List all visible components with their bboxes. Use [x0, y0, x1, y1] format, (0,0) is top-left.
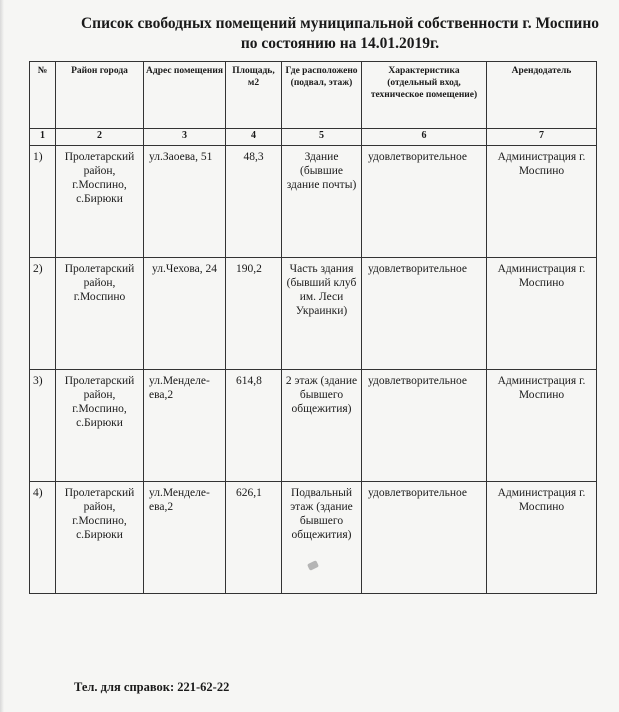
row-address: ул.Менделе-ева,2 — [144, 482, 226, 594]
row-condition: удовлетворительное — [362, 370, 487, 482]
row-condition: удовлетворительное — [362, 482, 487, 594]
row-condition: удовлетворительное — [362, 258, 487, 370]
table-row — [30, 370, 597, 482]
contact-phone: Тел. для справок: 221-62-22 — [74, 680, 230, 694]
row-number: 2) — [30, 258, 56, 370]
column-number-row — [30, 129, 597, 146]
row-district: Пролетарский район, г.Моспино, с.Бирюки — [56, 370, 144, 482]
header-characteristics: Характеристика (отдельный вход, техническое помещение) — [362, 62, 487, 129]
row-area: 614,8 — [226, 370, 282, 482]
row-address: ул.Заоева, 51 — [144, 146, 226, 258]
column-number: 4 — [226, 129, 282, 146]
header-area: Площадь, м2 — [226, 62, 282, 129]
page-edge-shadow — [0, 0, 4, 712]
table-row — [30, 258, 597, 370]
row-area: 190,2 — [226, 258, 282, 370]
row-location: Подвальный этаж (здание бывшего общежития) — [282, 482, 362, 594]
title-line-2: по состоянию на 14.01.2019г. — [240, 35, 440, 52]
row-landlord: Администрация г. Моспино — [487, 258, 597, 370]
table-row — [30, 146, 597, 258]
header-landlord: Арендодатель — [487, 62, 597, 129]
row-district: Пролетарский район, г.Моспино, с.Бирюки — [56, 482, 144, 594]
column-number: 6 — [362, 129, 487, 146]
row-address: ул.Чехова, 24 — [144, 258, 226, 370]
header-location: Где расположено (подвал, этаж) — [282, 62, 362, 129]
row-address: ул.Менделе-ева,2 — [144, 370, 226, 482]
row-landlord: Администрация г. Моспино — [487, 482, 597, 594]
header-number: № — [30, 62, 56, 129]
table-row — [30, 482, 597, 594]
row-number: 4) — [30, 482, 56, 594]
row-number: 3) — [30, 370, 56, 482]
row-area: 626,1 — [226, 482, 282, 594]
premises-table — [29, 61, 597, 594]
row-area: 48,3 — [226, 146, 282, 258]
row-number: 1) — [30, 146, 56, 258]
column-number: 7 — [487, 129, 597, 146]
row-district: Пролетарский район, г.Моспино — [56, 258, 144, 370]
row-landlord: Администрация г. Моспино — [487, 370, 597, 482]
column-number: 5 — [282, 129, 362, 146]
title-line-1: Список свободных помещений муниципальной собственности г. Моспино — [80, 15, 600, 32]
row-district: Пролетарский район, г.Моспино, с.Бирюки — [56, 146, 144, 258]
document-title — [60, 14, 619, 54]
row-location: 2 этаж (здание бывшего общежития) — [282, 370, 362, 482]
header-address: Адрес помещения — [144, 62, 226, 129]
row-location: Здание (бывшие здание почты) — [282, 146, 362, 258]
column-number: 3 — [144, 129, 226, 146]
column-number: 1 — [30, 129, 56, 146]
header-row — [30, 62, 597, 129]
header-district: Район города — [56, 62, 144, 129]
column-number: 2 — [56, 129, 144, 146]
row-location: Часть здания (бывший клуб им. Леси Украинки) — [282, 258, 362, 370]
row-landlord: Администрация г. Моспино — [487, 146, 597, 258]
row-condition: удовлетворительное — [362, 146, 487, 258]
